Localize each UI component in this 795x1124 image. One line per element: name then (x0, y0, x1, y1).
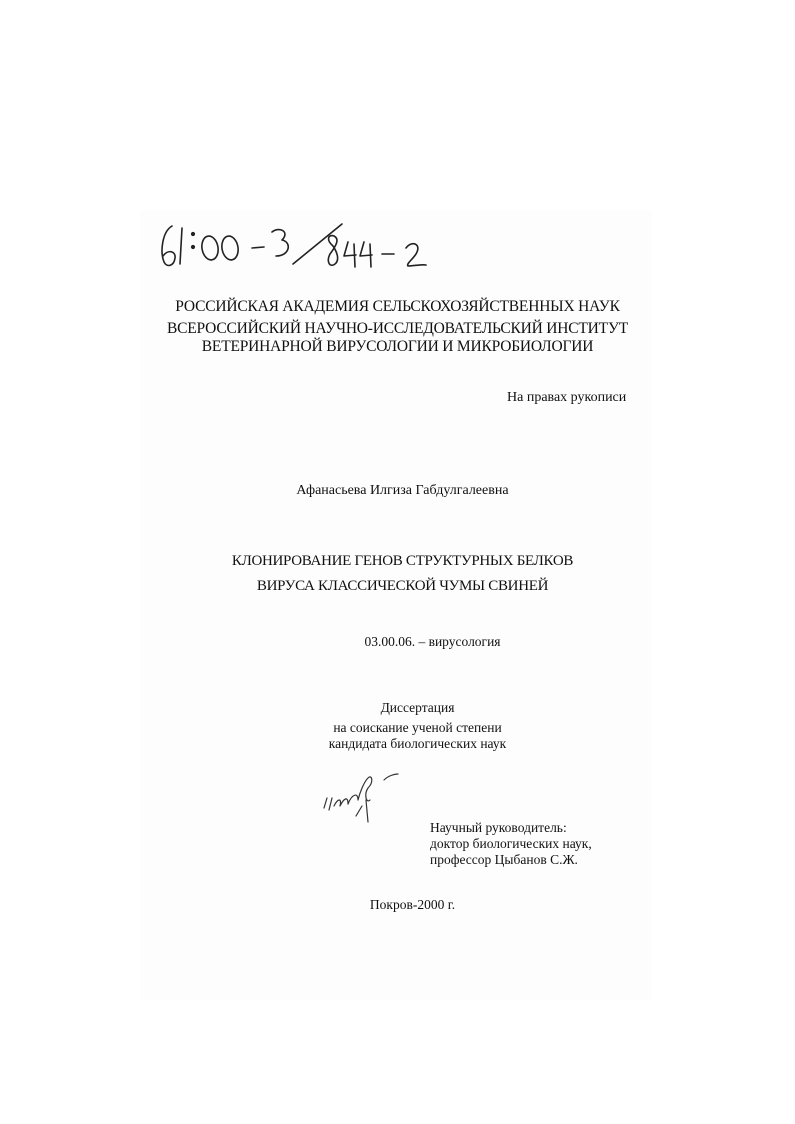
supervisor-name: профессор Цыбанов С.Ж. (430, 852, 578, 867)
handwritten-code-strokes (150, 212, 450, 282)
handwritten-catalog-number (150, 212, 450, 282)
supervisor-label: Научный руководитель: (430, 820, 567, 835)
specialty-code: 03.00.06. – вирусология (364, 634, 501, 649)
signature-strokes (318, 764, 408, 826)
dissertation-title-line-1: КЛОНИРОВАНИЕ ГЕНОВ СТРУКТУРНЫХ БЕЛКОВ (231, 553, 574, 569)
organization-line-3: ВЕТЕРИНАРНОЙ ВИРУСОЛОГИИ И МИКРОБИОЛОГИИ (201, 338, 594, 355)
degree-line-2: кандидата биологических наук (328, 736, 507, 751)
place-and-year: Покров-2000 г. (369, 897, 456, 912)
organization-line-1: РОССИЙСКАЯ АКАДЕМИЯ СЕЛЬСКОХОЗЯЙСТВЕННЫХ НАУК (175, 298, 620, 315)
degree-line-1: на соискание ученой степени (333, 720, 502, 735)
supervisor-degree: доктор биологических наук, (430, 836, 592, 851)
organization-line-2: ВСЕРОССИЙСКИЙ НАУЧНО-ИССЛЕДОВАТЕЛЬСКИЙ ИНСТИТУТ (167, 320, 628, 337)
handwritten-signature (318, 764, 408, 826)
document-type: Диссертация (380, 700, 455, 715)
author-name: Афанасьева Илгиза Габдулгалеевна (296, 483, 509, 498)
dissertation-title-line-2: ВИРУСА КЛАССИЧЕСКОЙ ЧУМЫ СВИНЕЙ (256, 578, 549, 594)
rights-note: На правах рукописи (507, 390, 627, 405)
